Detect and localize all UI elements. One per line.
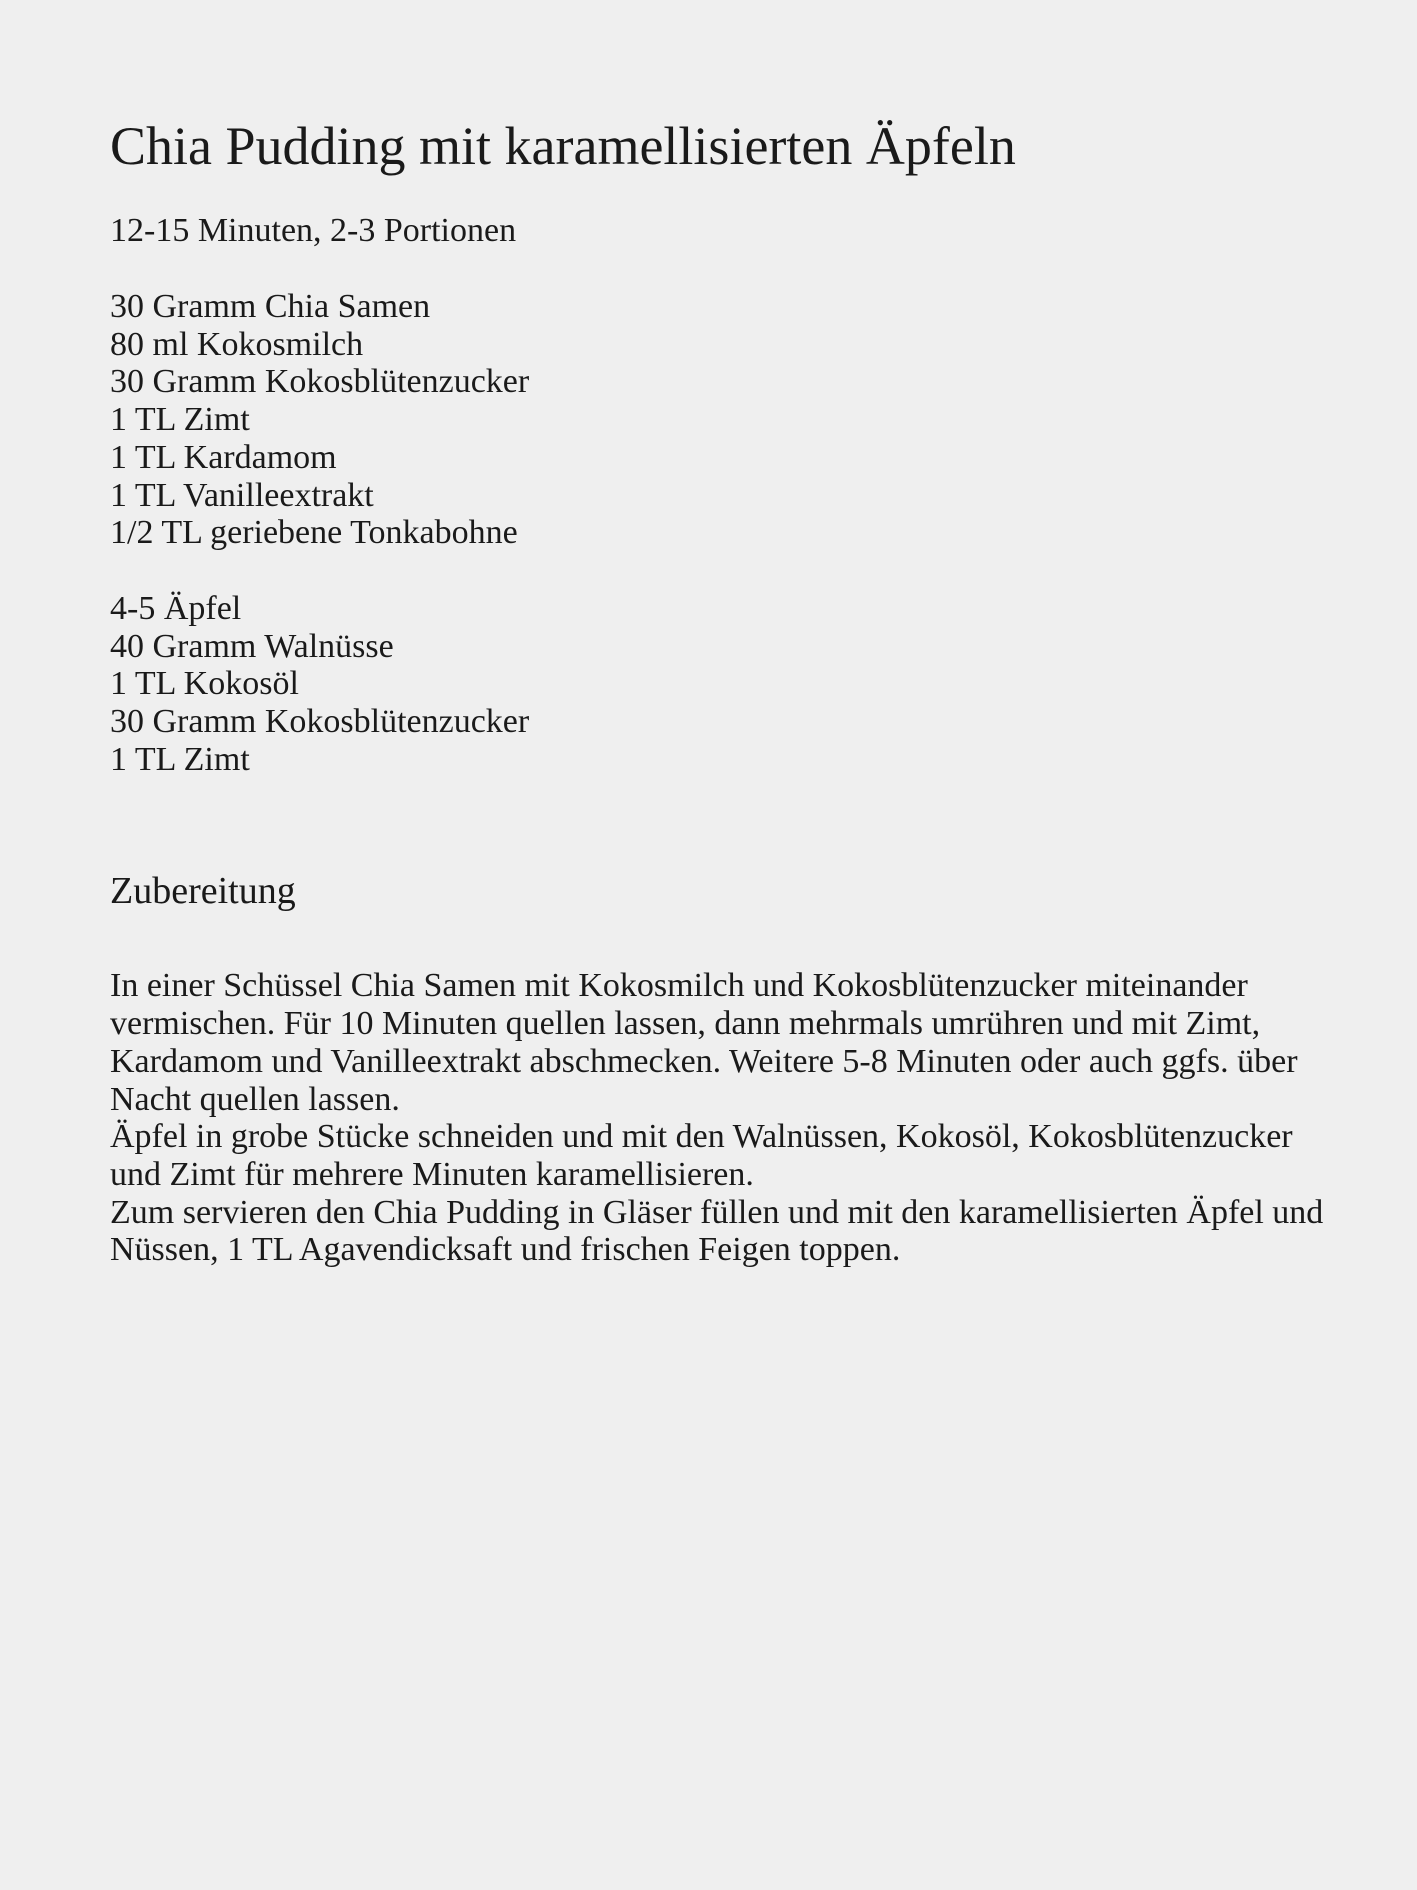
preparation-step: In einer Schüssel Chia Samen mit Kokosmilch und Kokosblütenzucker miteinander vermischen. Für 10 Minuten quellen lassen, dann mehrmals umrühren und mit Zimt, Kardamom und Vanilleextrakt abschmecken. Weitere 5-8 Minuten oder auch ggfs. über Nacht quellen lassen. <box>110 967 1298 1118</box>
ingredient-item: 30 Gramm Kokosblütenzucker <box>110 363 530 401</box>
preparation-step: Äpfel in grobe Stücke schneiden und mit den Walnüssen, Kokosöl, Kokosblütenzucker und Zimt für mehrere Minuten karamellisieren. <box>110 1118 1293 1193</box>
recipe-time-servings: 12-15 Minuten, 2-3 Portionen <box>110 212 517 249</box>
ingredient-item: 1 TL Zimt <box>110 740 250 778</box>
pudding-ingredient-list <box>110 288 1330 552</box>
ingredient-item: 1 TL Zimt <box>110 401 250 439</box>
ingredient-item: 1/2 TL geriebene Tonkabohne <box>110 514 518 552</box>
ingredient-item: 80 ml Kokosmilch <box>110 325 364 363</box>
ingredient-item: 30 Gramm Chia Samen <box>110 288 431 325</box>
ingredient-item: 1 TL Vanilleextrakt <box>110 476 374 514</box>
preparation-step: Zum servieren den Chia Pudding in Gläser füllen und mit den karamellisierten Äpfel und Nüssen, 1 TL Agavendicksaft und frischen Feigen toppen. <box>110 1193 1324 1269</box>
ingredient-item: 4-5 Äpfel <box>110 589 242 627</box>
ingredient-item: 1 TL Kardamom <box>110 438 337 476</box>
ingredient-item: 1 TL Kokosöl <box>110 665 299 703</box>
recipe-title: Chia Pudding mit karamellisierten Äpfeln <box>110 116 1016 176</box>
recipe-content <box>110 108 1330 1269</box>
preparation-steps <box>110 967 1330 1269</box>
ingredient-item: 40 Gramm Walnüsse <box>110 627 394 665</box>
ingredient-item: 30 Gramm Kokosblütenzucker <box>110 703 530 741</box>
preparation-heading: Zubereitung <box>110 870 296 913</box>
topping-ingredient-list <box>110 590 1330 779</box>
